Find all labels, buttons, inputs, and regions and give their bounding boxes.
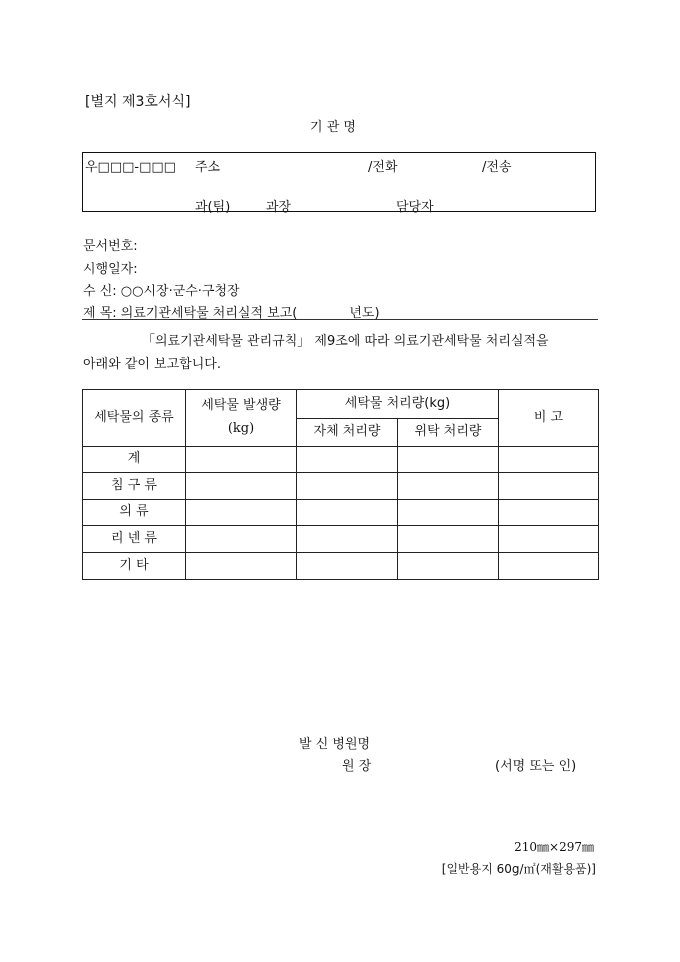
- col-self-header: 자체 처리량: [297, 419, 398, 447]
- col-processed-header: 세탁물 처리량(kg): [297, 390, 499, 419]
- sender-director: 원 장: [342, 759, 372, 774]
- paper-spec: [일반용지 60g/㎡(재활용품)]: [441, 862, 596, 876]
- table-cell: [186, 526, 297, 553]
- fax-label: /전송: [482, 160, 512, 175]
- row-label-total: 계: [83, 447, 186, 473]
- body-line-2: 아래와 같이 보고합니다.: [83, 357, 221, 372]
- table-cell: [398, 526, 499, 553]
- col-generated-unit: (kg): [227, 421, 255, 436]
- phone-label: /전화: [368, 160, 398, 175]
- dept-label: 과(팀): [195, 200, 231, 215]
- letterhead-box: [82, 152, 596, 215]
- col-generated-title: 세탁물 발생량: [201, 398, 281, 414]
- body-line-1: 「의료기관세탁물 관리규칙」 제9조에 따라 의료기관세탁물 처리실적을: [142, 334, 549, 349]
- table-cell: [186, 553, 297, 580]
- row-label-linen: 리 넨 류: [83, 526, 186, 553]
- section-chief-label: 과장: [266, 200, 292, 215]
- table-cell: [398, 500, 499, 526]
- row-label-other: 기 타: [83, 553, 186, 580]
- table-cell: [499, 526, 599, 553]
- table-cell: [297, 473, 398, 500]
- enforce-date: 시행일자:: [83, 262, 138, 277]
- table-cell: [186, 447, 297, 473]
- table-cell: [297, 447, 398, 473]
- address-label: 주소: [195, 160, 221, 175]
- table-cell: [499, 553, 599, 580]
- table-cell: [297, 500, 398, 526]
- col-type-header: 세탁물의 종류: [83, 390, 186, 447]
- table-cell: [186, 500, 297, 526]
- table-cell: [297, 526, 398, 553]
- table-cell: [499, 447, 599, 473]
- table-cell: [499, 500, 599, 526]
- table-cell: [398, 447, 499, 473]
- paper-size: 210㎜×297㎜: [514, 840, 594, 854]
- table-cell: [398, 473, 499, 500]
- recipient: 수 신: ○○시장·군수·구청장: [83, 284, 240, 299]
- doc-number: 문서번호:: [83, 239, 138, 254]
- sender-org: 발 신 병원명: [299, 737, 371, 752]
- table-cell: [186, 473, 297, 500]
- col-outsourced-header: 위탁 처리량: [398, 419, 499, 447]
- row-label-bedding: 침 구 류: [83, 473, 186, 500]
- table-cell: [398, 553, 499, 580]
- table-cell: [499, 473, 599, 500]
- signature-note: (서명 또는 인): [495, 759, 577, 774]
- subject-divider: [82, 319, 598, 320]
- laundry-table: [82, 389, 599, 580]
- col-remarks-header: 비 고: [499, 390, 599, 447]
- col-generated-header: [186, 390, 297, 447]
- person-in-charge-label: 담당자: [396, 200, 434, 215]
- subject: 제 목: 의료기관세탁물 처리실적 보고( 년도): [83, 306, 380, 321]
- row-label-clothing: 의 류: [83, 500, 186, 526]
- org-name: 기 관 명: [310, 120, 356, 135]
- form-label: [별지 제3호서식]: [85, 94, 191, 110]
- postal-code: 우□□□-□□□: [85, 160, 176, 175]
- table-cell: [297, 553, 398, 580]
